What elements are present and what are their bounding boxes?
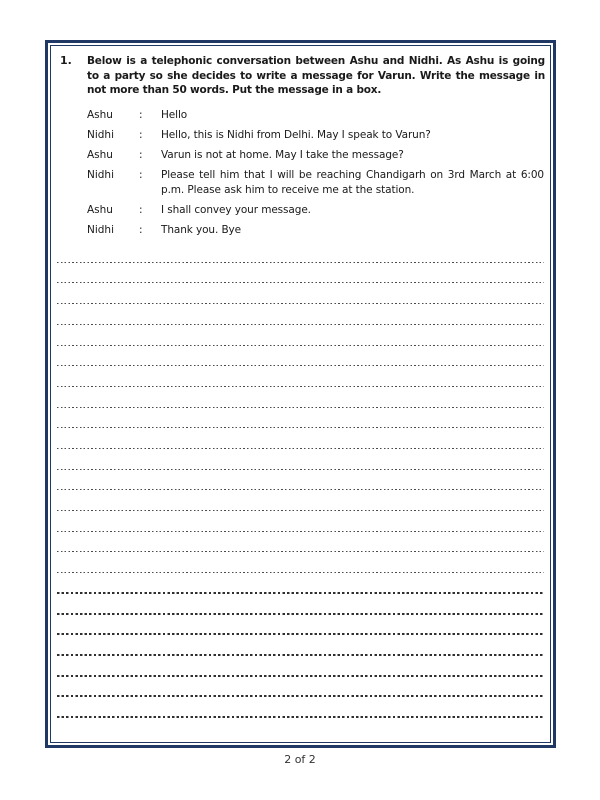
page-number: 2 of 2 bbox=[284, 753, 316, 766]
answer-line bbox=[57, 284, 544, 305]
dialogue-row bbox=[87, 108, 544, 123]
colon-separator: : bbox=[139, 168, 143, 181]
answer-line bbox=[57, 243, 544, 264]
colon-separator: : bbox=[139, 108, 143, 121]
speaker-name: Ashu bbox=[87, 203, 113, 216]
answer-line bbox=[57, 263, 544, 284]
dialogue-text: Hello, this is Nidhi from Delhi. May I speak to Varun? bbox=[161, 128, 431, 141]
dialogue-row bbox=[87, 128, 544, 143]
answer-line bbox=[57, 532, 544, 553]
colon-separator: : bbox=[139, 148, 143, 161]
dialogue-text: Please tell him that I will be reaching Chandigarh on 3rd March at 6:00 p.m. Please ask him to receive me at the station. bbox=[161, 168, 544, 196]
answer-line bbox=[57, 470, 544, 491]
colon-separator: : bbox=[139, 203, 143, 216]
answer-line bbox=[57, 429, 544, 450]
dialogue-row bbox=[87, 148, 544, 163]
dialogue-text: I shall convey your message. bbox=[161, 203, 311, 216]
question-text: Below is a telephonic conversation between Ashu and Nidhi. As Ashu is going to a party so she decides to write a message for Varun. Write the message in not more than 50 words. Put the message in a box. bbox=[87, 55, 545, 96]
question-number: 1. bbox=[60, 54, 72, 67]
question bbox=[56, 54, 545, 98]
answer-lines bbox=[57, 243, 544, 719]
speaker-name: Nidhi bbox=[87, 168, 115, 181]
speaker-name: Ashu bbox=[87, 148, 113, 161]
dialogue-text: Thank you. Bye bbox=[161, 223, 242, 236]
answer-line bbox=[57, 677, 544, 698]
answer-line bbox=[57, 594, 544, 615]
answer-line bbox=[57, 656, 544, 677]
answer-line bbox=[57, 346, 544, 367]
speaker-name: Nidhi bbox=[87, 223, 115, 236]
colon-separator: : bbox=[139, 128, 143, 141]
answer-line bbox=[57, 325, 544, 346]
answer-line bbox=[57, 698, 544, 719]
answer-line bbox=[57, 553, 544, 574]
answer-line bbox=[57, 574, 544, 595]
colon-separator: : bbox=[139, 223, 143, 236]
answer-line bbox=[57, 305, 544, 326]
dialogue-text: Hello bbox=[161, 108, 188, 121]
question-box bbox=[50, 45, 551, 743]
speaker-name: Ashu bbox=[87, 108, 113, 121]
answer-line bbox=[57, 511, 544, 532]
dialogue-list bbox=[87, 108, 544, 238]
dialogue-row bbox=[87, 203, 544, 218]
answer-line bbox=[57, 387, 544, 408]
answer-line bbox=[57, 615, 544, 636]
answer-line bbox=[57, 491, 544, 512]
answer-line bbox=[57, 636, 544, 657]
dialogue-row bbox=[87, 168, 544, 198]
dialogue-text: Varun is not at home. May I take the message? bbox=[161, 148, 404, 161]
answer-line bbox=[57, 367, 544, 388]
speaker-name: Nidhi bbox=[87, 128, 115, 141]
answer-line bbox=[57, 449, 544, 470]
question-box-border bbox=[45, 40, 556, 748]
dialogue-row bbox=[87, 223, 544, 238]
answer-line bbox=[57, 408, 544, 429]
